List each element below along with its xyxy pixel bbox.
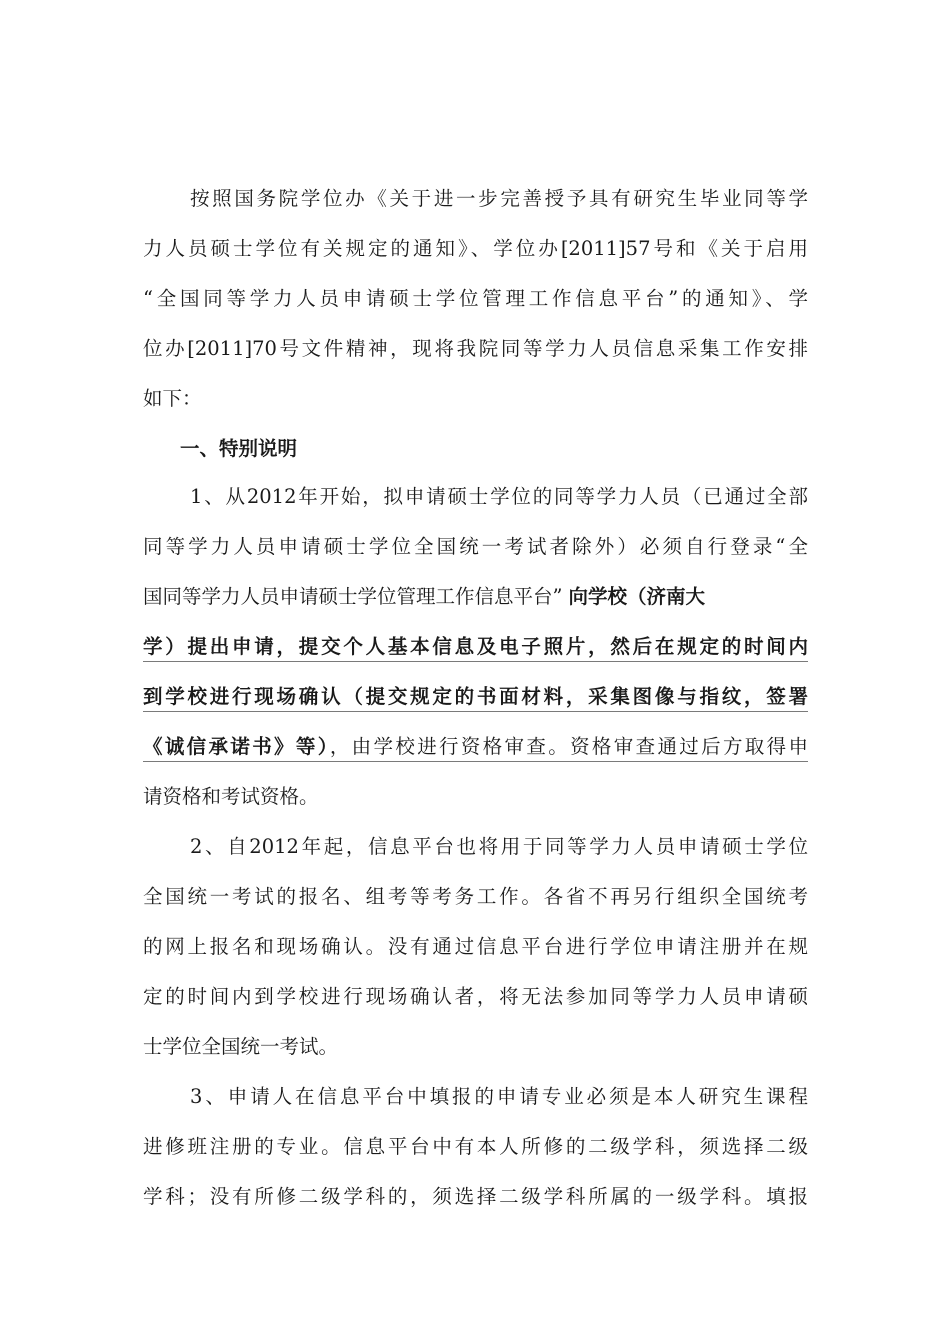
item1-line-1: 1、从2012年开始，拟申请硕士学位的同等学力人员（已通过全部 [190,485,808,508]
intro-line-2: 力人员硕士学位有关规定的通知》、学位办[2011]57号和《关于启用 [143,237,808,260]
item3-line-1: 3、申请人在信息平台中填报的申请专业必须是本人研究生课程 [190,1085,808,1108]
item1-line-6 [143,732,808,762]
item2-line-4: 定的时间内到学校进行现场确认者，将无法参加同等学力人员申请硕 [143,985,808,1008]
item2-line-5: 士学位全国统一考试。 [143,1035,339,1058]
intro-line-3: “全国同等学力人员申请硕士学位管理工作信息平台”的通知》、学 [143,287,808,310]
item1-line-5: 到学校进行现场确认（提交规定的书面材料，采集图像与指纹，签署 [143,685,808,708]
item1-line-6-plain: ，由学校进行资格审查。资格审查通过后方取得申 [329,735,808,758]
intro-line-4: 位办[2011]70号文件精神，现将我院同等学力人员信息采集工作安排 [143,337,808,360]
item1-line-2: 同等学力人员申请硕士学位全国统一考试者除外）必须自行登录“全 [143,535,808,558]
underline-line-4 [143,661,808,662]
item1-line-7: 请资格和考试资格。 [143,785,319,808]
item3-line-3: 学科；没有所修二级学科的，须选择二级学科所属的一级学科。填报 [143,1185,808,1208]
item1-line-3-plain: 国同等学力人员申请硕士学位管理工作信息平台” [143,585,563,608]
item2-line-2: 全国统一考试的报名、组考等考务工作。各省不再另行组织全国统考 [143,885,808,908]
item2-line-1: 2、自2012年起，信息平台也将用于同等学力人员申请硕士学位 [190,835,808,858]
intro-line-1: 按照国务院学位办《关于进一步完善授予具有研究生毕业同等学 [190,187,808,210]
underline-line-6 [143,761,808,762]
item1-line-3 [143,582,808,612]
intro-line-5: 如下： [143,387,202,410]
item3-line-2: 进修班注册的专业。信息平台中有本人所修的二级学科，须选择二级 [143,1135,808,1158]
section-heading: 一、特别说明 [180,437,298,460]
underline-line-5 [143,711,808,712]
item1-line-6-bold: 《诚信承诺书》等） [143,735,330,758]
item1-line-3-bold: 向学校（济南大 [568,585,705,608]
item2-line-3: 的网上报名和现场确认。没有通过信息平台进行学位申请注册并在规 [143,935,808,958]
item1-line-4: 学）提出申请，提交个人基本信息及电子照片，然后在规定的时间内 [143,635,808,658]
